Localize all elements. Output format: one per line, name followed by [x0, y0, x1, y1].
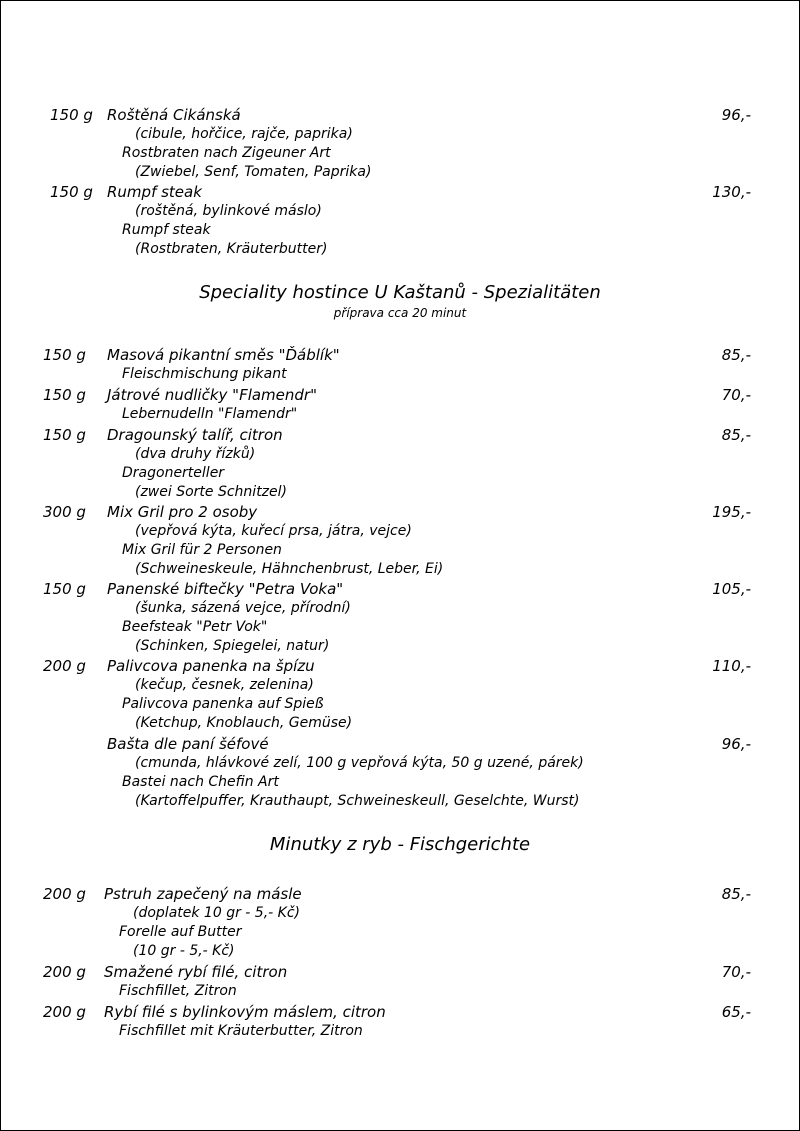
item-price: 70,- [721, 963, 751, 981]
section-title-specialities: Speciality hostince U Kaštanů - Spezialitäten [199, 282, 601, 303]
item-ingredients-de: (Schinken, Spiegelei, natur) [135, 638, 330, 654]
item-name: Palivcova panenka na špízu [107, 657, 315, 675]
item-name-de: Forelle auf Butter [119, 924, 242, 940]
item-ingredients-de: (Schweineskeule, Hähnchenbrust, Leber, Ei) [135, 561, 444, 577]
item-name: Masová pikantní směs "Ďáblík" [107, 346, 340, 364]
item-weight: 150 g [43, 426, 86, 444]
item-name: Mix Gril pro 2 osoby [107, 503, 258, 521]
item-ingredients: (cmunda, hlávkové zelí, 100 g vepřová kýta, 50 g uzené, párek) [135, 755, 584, 771]
item-weight: 200 g [43, 963, 86, 981]
item-ingredients-de: (zwei Sorte Schnitzel) [135, 484, 287, 500]
item-name-de: Rumpf steak [122, 222, 211, 238]
item-price: 96,- [721, 106, 751, 124]
item-weight: 300 g [43, 503, 86, 521]
item-name-de: Fleischmischung pikant [122, 366, 287, 382]
item-ingredients: (šunka, sázená vejce, přírodní) [135, 600, 351, 616]
item-ingredients-de: (Rostbraten, Kräuterbutter) [135, 241, 328, 257]
item-name: Rybí filé s bylinkovým máslem, citron [104, 1003, 386, 1021]
item-name: Pstruh zapečený na másle [104, 885, 302, 903]
item-price: 70,- [721, 386, 751, 404]
item-surcharge: (doplatek 10 gr - 5,- Kč) [133, 905, 300, 921]
item-name-de: Beefsteak "Petr Vok" [122, 619, 268, 635]
item-name: Rumpf steak [107, 183, 202, 201]
item-price: 105,- [712, 580, 751, 598]
item-ingredients: (dva druhy řízků) [135, 446, 256, 462]
item-name-de: Mix Gril für 2 Personen [122, 542, 282, 558]
item-name-de: Lebernudelln "Flamendr" [122, 406, 298, 422]
item-name: Roštěná Cikánská [107, 106, 241, 124]
item-price: 110,- [712, 657, 751, 675]
item-name: Smažené rybí filé, citron [104, 963, 288, 981]
item-name-de: Fischfillet, Zitron [119, 983, 237, 999]
item-ingredients: (vepřová kýta, kuřecí prsa, játra, vejce) [135, 523, 412, 539]
item-ingredients-de: (Ketchup, Knoblauch, Gemüse) [135, 715, 353, 731]
item-ingredients: (cibule, hořčice, rajče, paprika) [135, 126, 353, 142]
item-weight: 150 g [43, 346, 86, 364]
item-ingredients-de: (Kartoffelpuffer, Krauthaupt, Schweineskeull, Geselchte, Wurst) [135, 793, 580, 809]
item-weight: 200 g [43, 1003, 86, 1021]
item-weight: 200 g [43, 657, 86, 675]
item-weight: 150 g [43, 386, 86, 404]
item-name-de: Palivcova panenka auf Spieß [122, 696, 324, 712]
item-ingredients: (roštěná, bylinkové máslo) [135, 203, 322, 219]
item-price: 85,- [721, 885, 751, 903]
item-ingredients: (kečup, česnek, zelenina) [135, 677, 314, 693]
item-surcharge-de: (10 gr - 5,- Kč) [133, 943, 235, 959]
item-name-de: Rostbraten nach Zigeuner Art [122, 145, 331, 161]
item-weight: 200 g [43, 885, 86, 903]
item-name-de: Bastei nach Chefin Art [122, 774, 279, 790]
item-name: Bašta dle paní šéfové [107, 735, 269, 753]
preparation-note: příprava cca 20 minut [333, 306, 467, 320]
section-title-fish: Minutky z ryb - Fischgerichte [269, 834, 531, 855]
item-weight: 150 g [43, 580, 86, 598]
item-ingredients-de: (Zwiebel, Senf, Tomaten, Paprika) [135, 164, 372, 180]
item-price: 85,- [721, 426, 751, 444]
item-weight: 150 g [50, 106, 93, 124]
item-price: 130,- [712, 183, 751, 201]
item-price: 65,- [721, 1003, 751, 1021]
item-name-de: Fischfillet mit Kräuterbutter, Zitron [119, 1023, 363, 1039]
item-name-de: Dragonerteller [122, 465, 225, 481]
item-name: Panenské biftečky "Petra Voka" [107, 580, 344, 598]
item-name: Dragounský talíř, citron [107, 426, 283, 444]
item-price: 195,- [712, 503, 751, 521]
item-name: Játrové nudličky "Flamendr" [107, 386, 317, 404]
item-weight: 150 g [50, 183, 93, 201]
item-price: 96,- [721, 735, 751, 753]
item-price: 85,- [721, 346, 751, 364]
